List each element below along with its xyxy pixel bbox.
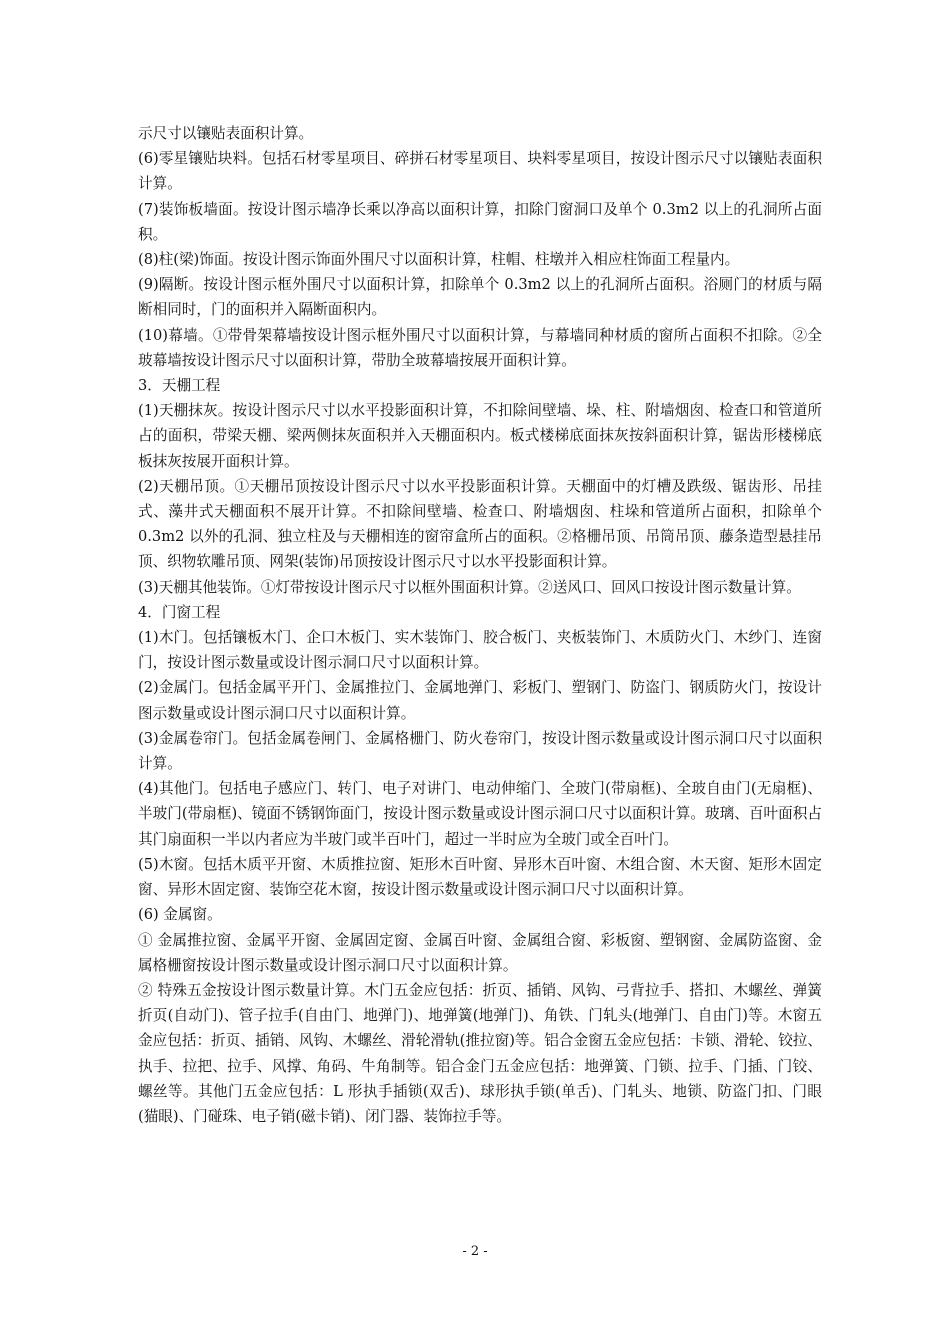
body-text: [138, 121, 822, 1129]
paragraph-ceiling-3: (3)天棚其他装饰。①灯带按设计图示尺寸以框外围面积计算。②送风口、回风口按设计图示数量计算。: [138, 578, 801, 596]
paragraph-item-7: (7)装饰板墙面。按设计图示墙净长乘以净高以面积计算，扣除门窗洞口及单个 0.3m2 以上的孔洞所占面积。: [138, 200, 822, 243]
paragraph-windows-6-1: ① 金属推拉窗、金属平开窗、金属固定窗、金属百叶窗、金属组合窗、彩板窗、塑钢窗、金属防盗窗、金属格栅窗按设计图示数量或设计图示洞口尺寸以面积计算。: [138, 931, 822, 974]
paragraph-windows-6-2: ② 特殊五金按设计图示数量计算。木门五金应包括：折页、插销、风钩、弓背拉手、搭扣、木螺丝、弹簧折页(自动门)、管子拉手(自由门、地弹门)、地弹簧(地弹门)、角铁、门轧头(地弹门、自由门)等。木窗五金应包括：折页、插销、风钩、木螺丝、滑轮滑轨(推拉窗)等。铝合金窗五金应包括：卡锁、滑轮、铰拉、执手、拉把、拉手、风撑、角码、牛角制等。铝合金门五金应包括：地弹簧、门锁、拉手、门插、门铰、螺丝等。其他门五金应包括：L 形执手插锁(双舌)、球形执手锁(单舌)、门轧头、地锁、防盗门扣、门眼(猫眼)、门碰珠、电子销(磁卡销)、闭门器、装饰拉手等。: [138, 981, 822, 1125]
paragraph-doors-3: (3)金属卷帘门。包括金属卷闸门、金属格栅门、防火卷帘门，按设计图示数量或设计图示洞口尺寸以面积计算。: [138, 729, 822, 773]
paragraph-ceiling-1: (1)天棚抹灰。按设计图示尺寸以水平投影面积计算，不扣除间壁墙、垛、柱、附墙烟囱、检查口和管道所占的面积，带梁天棚、梁两侧抹灰面积并入天棚面积内。板式楼梯底面抹灰按斜面积计算，锯齿形楼梯底板抹灰按展开面积计算。: [138, 402, 822, 470]
paragraph-doors-4: (4)其他门。包括电子感应门、转门、电子对讲门、电动伸缩门、全玻门(带扇框)、全玻自由门(无扇框)、半玻门(带扇框)、镜面不锈钢饰面门，按设计图示数量或设计图示洞口尺寸以面积计算。玻璃、百叶面积占其门扇面积一半以内者应为半玻门或半百叶门，超过一半时应为全玻门或全百叶门。: [138, 780, 822, 848]
paragraph-doors-2: (2)金属门。包括金属平开门、金属推拉门、金属地弹门、彩板门、塑钢门、防盗门、钢质防火门，按设计图示数量或设计图示洞口尺寸以面积计算。: [138, 679, 822, 722]
paragraph-item-6: (6)零星镶贴块料。包括石材零星项目、碎拼石材零星项目、块料零星项目，按设计图示尺寸以镶贴表面积计算。: [138, 150, 822, 193]
paragraph-continuation: 示尺寸以镶贴表面积计算。: [138, 125, 314, 142]
section-heading-doors-windows: 4．门窗工程: [138, 603, 221, 621]
paragraph-item-10: (10)幕墙。①带骨架幕墙按设计图示框外围尺寸以面积计算，与幕墙同种材质的窗所占面积不扣除。②全玻幕墙按设计图示尺寸以面积计算，带肋全玻幕墙按展开面积计算。: [138, 326, 822, 369]
page-number: - 2 -: [462, 1244, 488, 1259]
paragraph-ceiling-2: (2)天棚吊顶。①天棚吊顶按设计图示尺寸以水平投影面积计算。天棚面中的灯槽及跌级、锯齿形、吊挂式、藻井式天棚面积不展开计算。不扣除间壁墙、检查口、附墙烟囱、柱垛和管道所占面积，扣除单个 0.3m2 以外的孔洞、独立柱及与天棚相连的窗帘盒所占的面积。②格栅吊顶、吊筒吊顶、藤条造型悬挂吊顶、织物软雕吊顶、网架(装饰)吊顶按设计图示尺寸以水平投影面积计算。: [138, 477, 822, 571]
section-heading-ceiling: 3．天棚工程: [138, 377, 221, 395]
paragraph-windows-6: (6) 金属窗。: [138, 906, 222, 924]
paragraph-windows-5: (5)木窗。包括木质平开窗、木质推拉窗、矩形木百叶窗、异形木百叶窗、木组合窗、木天窗、矩形木固定窗、异形木固定窗、装饰空花木窗，按设计图示数量或设计图示洞口尺寸以面积计算。: [138, 855, 822, 899]
paragraph-doors-1: (1)木门。包括镶板木门、企口木板门、实木装饰门、胶合板门、夹板装饰门、木质防火门、木纱门、连窗门，按设计图示数量或设计图示洞口尺寸以面积计算。: [138, 629, 822, 672]
paragraph-item-8: (8)柱(梁)饰面。按设计图示饰面外围尺寸以面积计算，柱帽、柱墩并入相应柱饰面工程量内。: [138, 251, 740, 269]
paragraph-item-9: (9)隔断。按设计图示框外围尺寸以面积计算，扣除单个 0.3m2 以上的孔洞所占面积。浴厕门的材质与隔断相同时，门的面积并入隔断面积内。: [138, 276, 822, 319]
